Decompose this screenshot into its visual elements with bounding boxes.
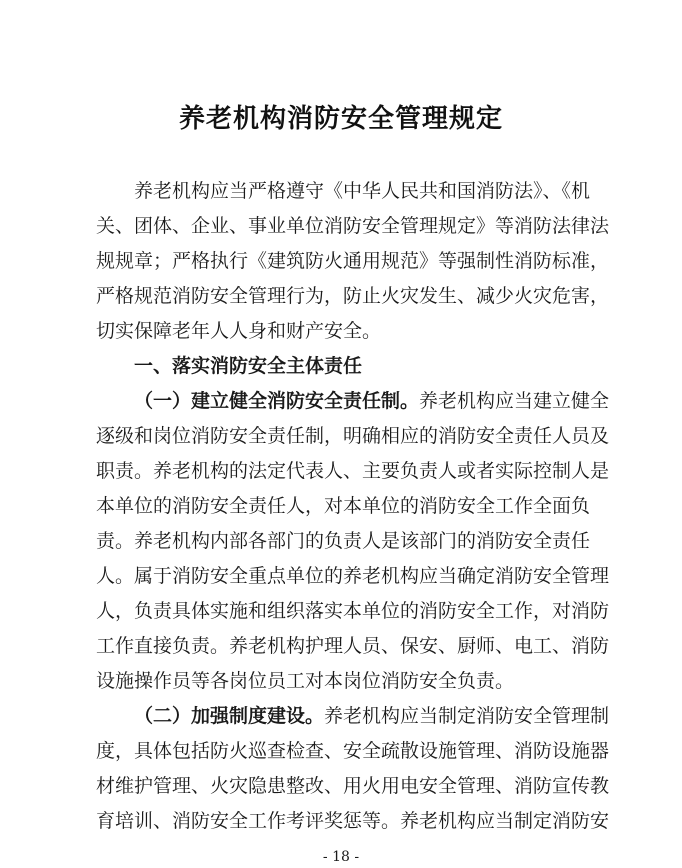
paragraph-line: 设施操作员等各岗位员工对本岗位消防安全负责。 [96,670,515,692]
item-lead-title: （一）建立健全消防安全责任制。 [134,390,420,412]
paragraph-line: 规规章；严格执行《建筑防火通用规范》等强制性消防标准， [96,250,610,272]
item-first-line-text: 养老机构应当建立健全 [419,390,610,412]
item-first-line-text: 养老机构应当制定消防安全管理制 [324,705,610,727]
paragraph-line: 责。养老机构内部各部门的负责人是该部门的消防安全责任 [96,530,591,552]
paragraph-line: 度，具体包括防火巡查检查、安全疏散设施管理、消防设施器 [96,740,610,762]
item-first-line [134,385,610,417]
paragraph-line: 人。属于消防安全重点单位的养老机构应当确定消防安全管理 [96,565,610,587]
section-heading: 一、落实消防安全主体责任 [134,355,363,377]
item-first-line [134,700,610,732]
paragraph-line: 切实保障老年人人身和财产安全。 [96,320,382,342]
paragraph-line: 职责。养老机构的法定代表人、主要负责人或者实际控制人是 [96,460,610,482]
paragraph-line: 本单位的消防安全责任人，对本单位的消防安全工作全面负 [96,495,591,517]
document-title: 养老机构消防安全管理规定 [178,104,503,134]
paragraph-line: 人，负责具体实施和组织落实本单位的消防安全工作，对消防 [96,600,610,622]
paragraph-line: 育培训、消防安全工作考评奖惩等。养老机构应当制定消防安 [96,810,610,832]
item-lead-title: （二）加强制度建设。 [134,705,325,727]
paragraph-line: 养老机构应当严格遵守《中华人民共和国消防法》、《机 [134,180,591,202]
page-number: - 18 - [322,849,360,865]
paragraph-line: 严格规范消防安全管理行为，防止火灾发生、减少火灾危害， [96,285,610,307]
paragraph-line: 关、团体、企业、事业单位消防安全管理规定》等消防法律法 [96,215,610,237]
paragraph-line: 工作直接负责。养老机构护理人员、保安、厨师、电工、消防 [96,635,610,657]
paragraph-line: 材维护管理、火灾隐患整改、用火用电安全管理、消防宣传教 [96,775,610,797]
paragraph-line: 逐级和岗位消防安全责任制，明确相应的消防安全责任人员及 [96,425,610,447]
